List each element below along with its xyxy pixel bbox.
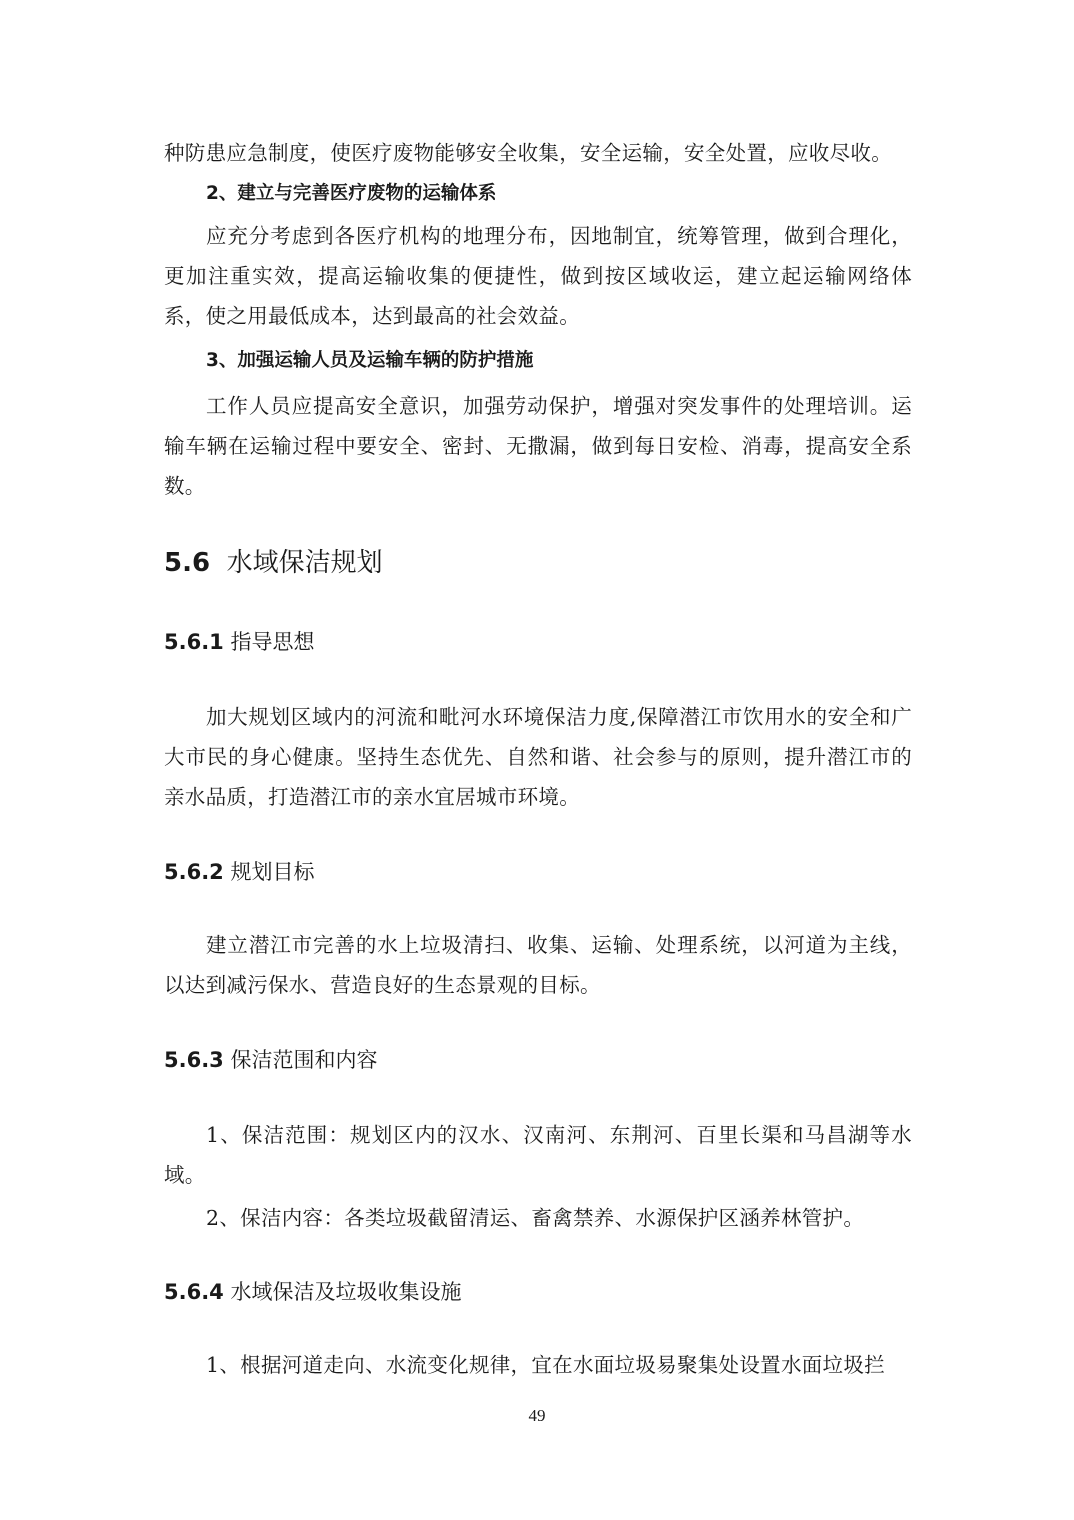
item-3-paragraph bbox=[164, 386, 912, 506]
paragraph-text: 建立潜江市完善的水上垃圾清扫、收集、运输、处理系统，以河道为主线，以达到减污保水、营造良好的生态景观的目标。 bbox=[164, 933, 912, 997]
section-5-6-3-item-2 bbox=[164, 1198, 912, 1238]
paragraph-text: 1、根据河道走向、水流变化规律，宜在水面垃圾易聚集处设置水面垃圾拦 bbox=[206, 1353, 885, 1377]
section-number: 5.6 bbox=[164, 548, 211, 578]
section-heading-5-6 bbox=[164, 543, 912, 583]
item-3-heading bbox=[164, 341, 912, 381]
section-heading-5-6-2 bbox=[164, 852, 912, 892]
section-title: 指导思想 bbox=[230, 630, 315, 654]
section-heading-5-6-4 bbox=[164, 1272, 912, 1312]
section-number: 5.6.4 bbox=[164, 1280, 224, 1304]
section-title: 保洁范围和内容 bbox=[230, 1048, 378, 1072]
section-number: 5.6.3 bbox=[164, 1048, 224, 1072]
item-heading-text: 2、建立与完善医疗废物的运输体系 bbox=[206, 183, 497, 204]
item-heading-text: 3、加强运输人员及运输车辆的防护措施 bbox=[206, 350, 534, 371]
paragraph-continuation bbox=[164, 133, 912, 173]
section-title: 水域保洁及垃圾收集设施 bbox=[230, 1280, 462, 1304]
page-number: 49 bbox=[528, 1406, 546, 1425]
paragraph-text: 工作人员应提高安全意识，加强劳动保护，增强对突发事件的处理培训。运输车辆在运输过程中要安全、密封、无撒漏，做到每日安检、消毒，提高安全系数。 bbox=[164, 394, 912, 498]
section-5-6-2-paragraph bbox=[164, 925, 912, 1005]
item-2-paragraph bbox=[164, 216, 912, 336]
section-heading-5-6-1 bbox=[164, 622, 912, 662]
paragraph-text: 2、保洁内容：各类垃圾截留清运、畜禽禁养、水源保护区涵养林管护。 bbox=[206, 1206, 865, 1230]
paragraph-text: 1、保洁范围：规划区内的汉水、汉南河、东荆河、百里长渠和马昌湖等水域。 bbox=[164, 1123, 912, 1187]
item-2-heading bbox=[164, 174, 912, 214]
section-5-6-4-item-1 bbox=[164, 1345, 912, 1385]
section-title: 水域保洁规划 bbox=[226, 548, 383, 578]
section-number: 5.6.1 bbox=[164, 630, 224, 654]
section-heading-5-6-3 bbox=[164, 1040, 912, 1080]
paragraph-text: 应充分考虑到各医疗机构的地理分布，因地制宜，统筹管理，做到合理化，更加注重实效，提高运输收集的便捷性，做到按区域收运，建立起运输网络体系，使之用最低成本，达到最高的社会效益。 bbox=[164, 224, 912, 328]
section-5-6-1-paragraph bbox=[164, 697, 912, 817]
section-title: 规划目标 bbox=[230, 860, 315, 884]
paragraph-text: 种防患应急制度，使医疗废物能够安全收集，安全运输，安全处置，应收尽收。 bbox=[164, 141, 892, 165]
section-5-6-3-item-1 bbox=[164, 1115, 912, 1195]
section-number: 5.6.2 bbox=[164, 860, 224, 884]
paragraph-text: 加大规划区域内的河流和毗河水环境保洁力度,保障潜江市饮用水的安全和广大市民的身心健康。坚持生态优先、自然和谐、社会参与的原则，提升潜江市的亲水品质，打造潜江市的亲水宜居城市环境。 bbox=[164, 705, 912, 809]
